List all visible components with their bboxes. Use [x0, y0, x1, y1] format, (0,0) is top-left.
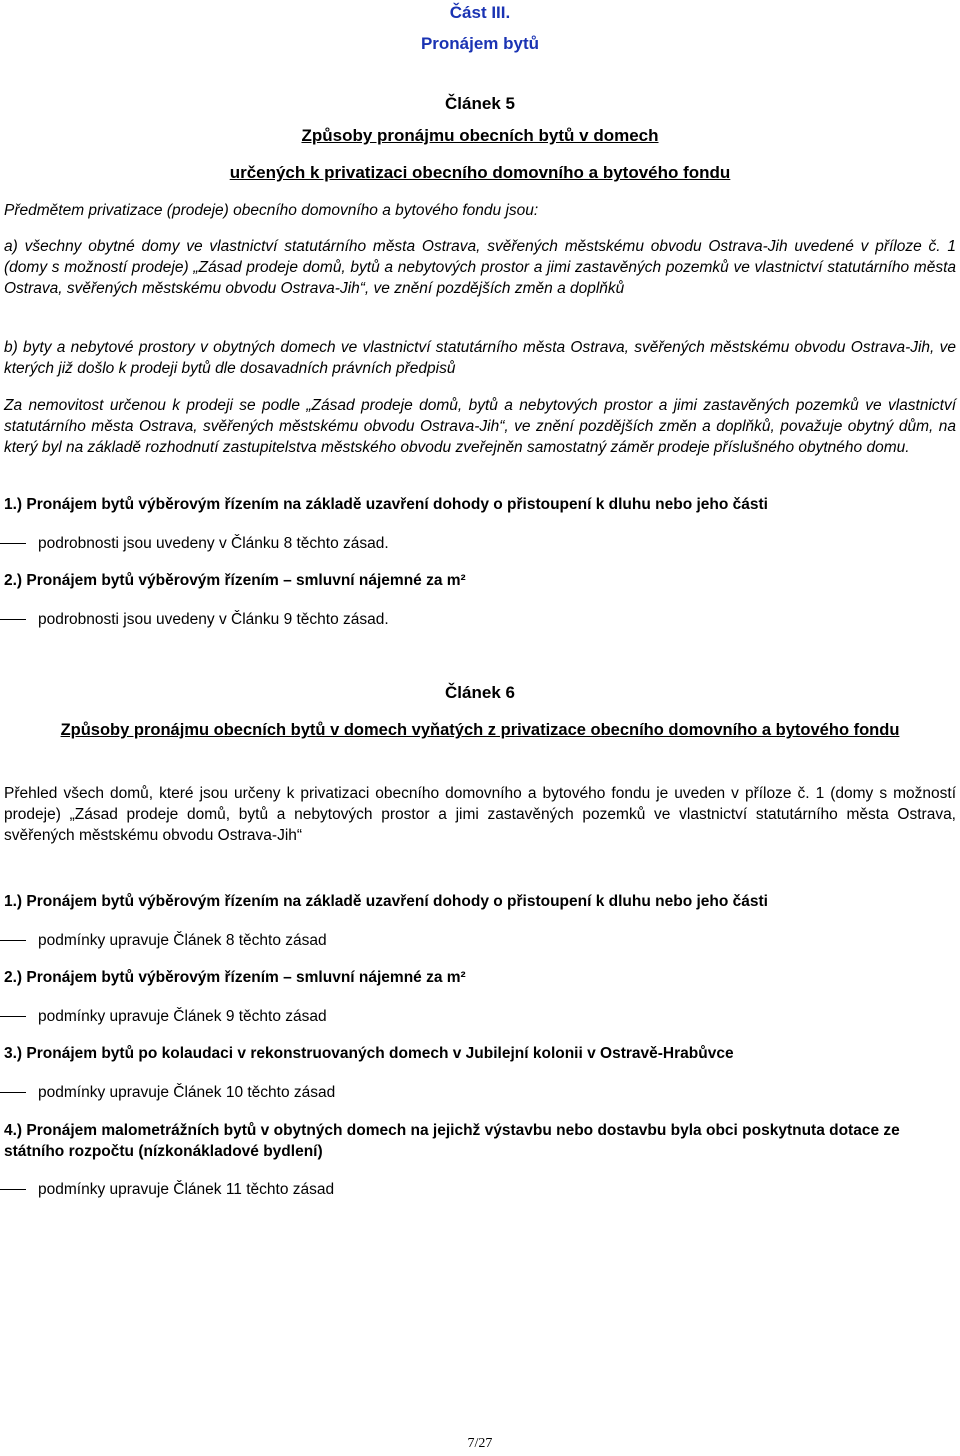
- article-5-item-b: b) byty a nebytové prostory v obytných domech ve vlastnictví statutárního města Ostrava, svěřených městskému obvodu Ostrava-Jih, ve kterých již došlo k prodeji bytů dle dosavadních právních předpisů: [4, 339, 956, 377]
- article-5-intro: Předmětem privatizace (prodeje) obecního domovního a bytového fondu jsou:: [4, 202, 539, 219]
- dash-bullet: [0, 1189, 26, 1190]
- dash-bullet: [0, 543, 26, 544]
- article-6-method-1-heading: 1.) Pronájem bytů výběrovým řízením na základě uzavření dohody o přistoupení k dluhu nebo jeho části: [4, 893, 768, 910]
- article-6-method-4-heading: 4.) Pronájem malometrážních bytů v obytných domech na jejichž výstavbu nebo dostavbu byla obci poskytnuta dotace ze státního rozpočtu (nízkonákladové bydlení): [4, 1122, 900, 1160]
- detail-text: podrobnosti jsou uvedeny v Článku 9 těchto zásad.: [38, 611, 389, 628]
- article-5-title-line2: určených k privatizaci obecního domovního a bytového fondu: [229, 163, 731, 182]
- article-5-definition: Za nemovitost určenou k prodeji se podle „Zásad prodeje domů, bytů a nebytových prostor a jimi zastavěných pozemků ve vlastnictví statutárního města Ostrava, svěřených městskému obvodu Ostrava-Jih“, ve znění pozdějších změn a doplňků, považuje obytný dům, na který byl na základě rozhodnutí zastupitelstva městského obvodu zveřejněn samostatný záměr prodeje příslušného obytného domu.: [4, 397, 956, 456]
- detail-text: podmínky upravuje Článek 8 těchto zásad: [38, 932, 327, 949]
- part-title: Část III.: [449, 3, 511, 22]
- dash-bullet: [0, 619, 26, 620]
- article-5-item-a: a) všechny obytné domy ve vlastnictví statutárního města Ostrava, svěřených městskému obvodu Ostrava-Jih uvedené v příloze č. 1 (domy s možností prodeje) „Zásad prodeje domů, bytů a nebytových prostor a jimi zastavěných pozemků ve vlastnictví statutárního města Ostrava, svěřených městskému obvodu Ostrava-Jih“, ve znění pozdějších změn a doplňků: [4, 238, 956, 297]
- article-5-number: Článek 5: [445, 94, 515, 113]
- article-6-overview: Přehled všech domů, které jsou určeny k privatizaci obecního domovního a bytového fondu je uveden v příloze č. 1 (domy s možností prodeje) „Zásad prodeje domů, bytů a nebytových prostor a jimi zastavěných pozemků ve vlastnictví statutárního města Ostrava, svěřených městskému obvodu Ostrava-Jih“: [4, 785, 956, 844]
- article-5-method-1-heading: 1.) Pronájem bytů výběrovým řízením na základě uzavření dohody o přistoupení k dluhu nebo jeho části: [4, 496, 768, 513]
- detail-text: podmínky upravuje Článek 11 těchto zásad: [38, 1181, 335, 1198]
- article-6-method-2-heading: 2.) Pronájem bytů výběrovým řízením – smluvní nájemné za m²: [4, 969, 466, 986]
- dash-bullet: [0, 1016, 26, 1017]
- detail-text: podrobnosti jsou uvedeny v Článku 8 těchto zásad.: [38, 535, 389, 552]
- article-5-title-line1: Způsoby pronájmu obecních bytů v domech: [301, 126, 659, 145]
- article-6-method-3-heading: 3.) Pronájem bytů po kolaudaci v rekonstruovaných domech v Jubilejní kolonii v Ostravě-Hrabůvce: [4, 1045, 734, 1062]
- page-number: 7/27: [467, 1436, 493, 1451]
- article-5-method-2-heading: 2.) Pronájem bytů výběrovým řízením – smluvní nájemné za m²: [4, 572, 466, 589]
- part-subtitle: Pronájem bytů: [420, 34, 540, 53]
- article-6-number: Článek 6: [445, 683, 515, 702]
- dash-bullet: [0, 940, 26, 941]
- detail-text: podmínky upravuje Článek 10 těchto zásad: [38, 1084, 336, 1101]
- article-6-title: Způsoby pronájmu obecních bytů v domech vyňatých z privatizace obecního domovního a bytového fondu: [60, 721, 900, 739]
- detail-text: podmínky upravuje Článek 9 těchto zásad: [38, 1008, 327, 1025]
- dash-bullet: [0, 1092, 26, 1093]
